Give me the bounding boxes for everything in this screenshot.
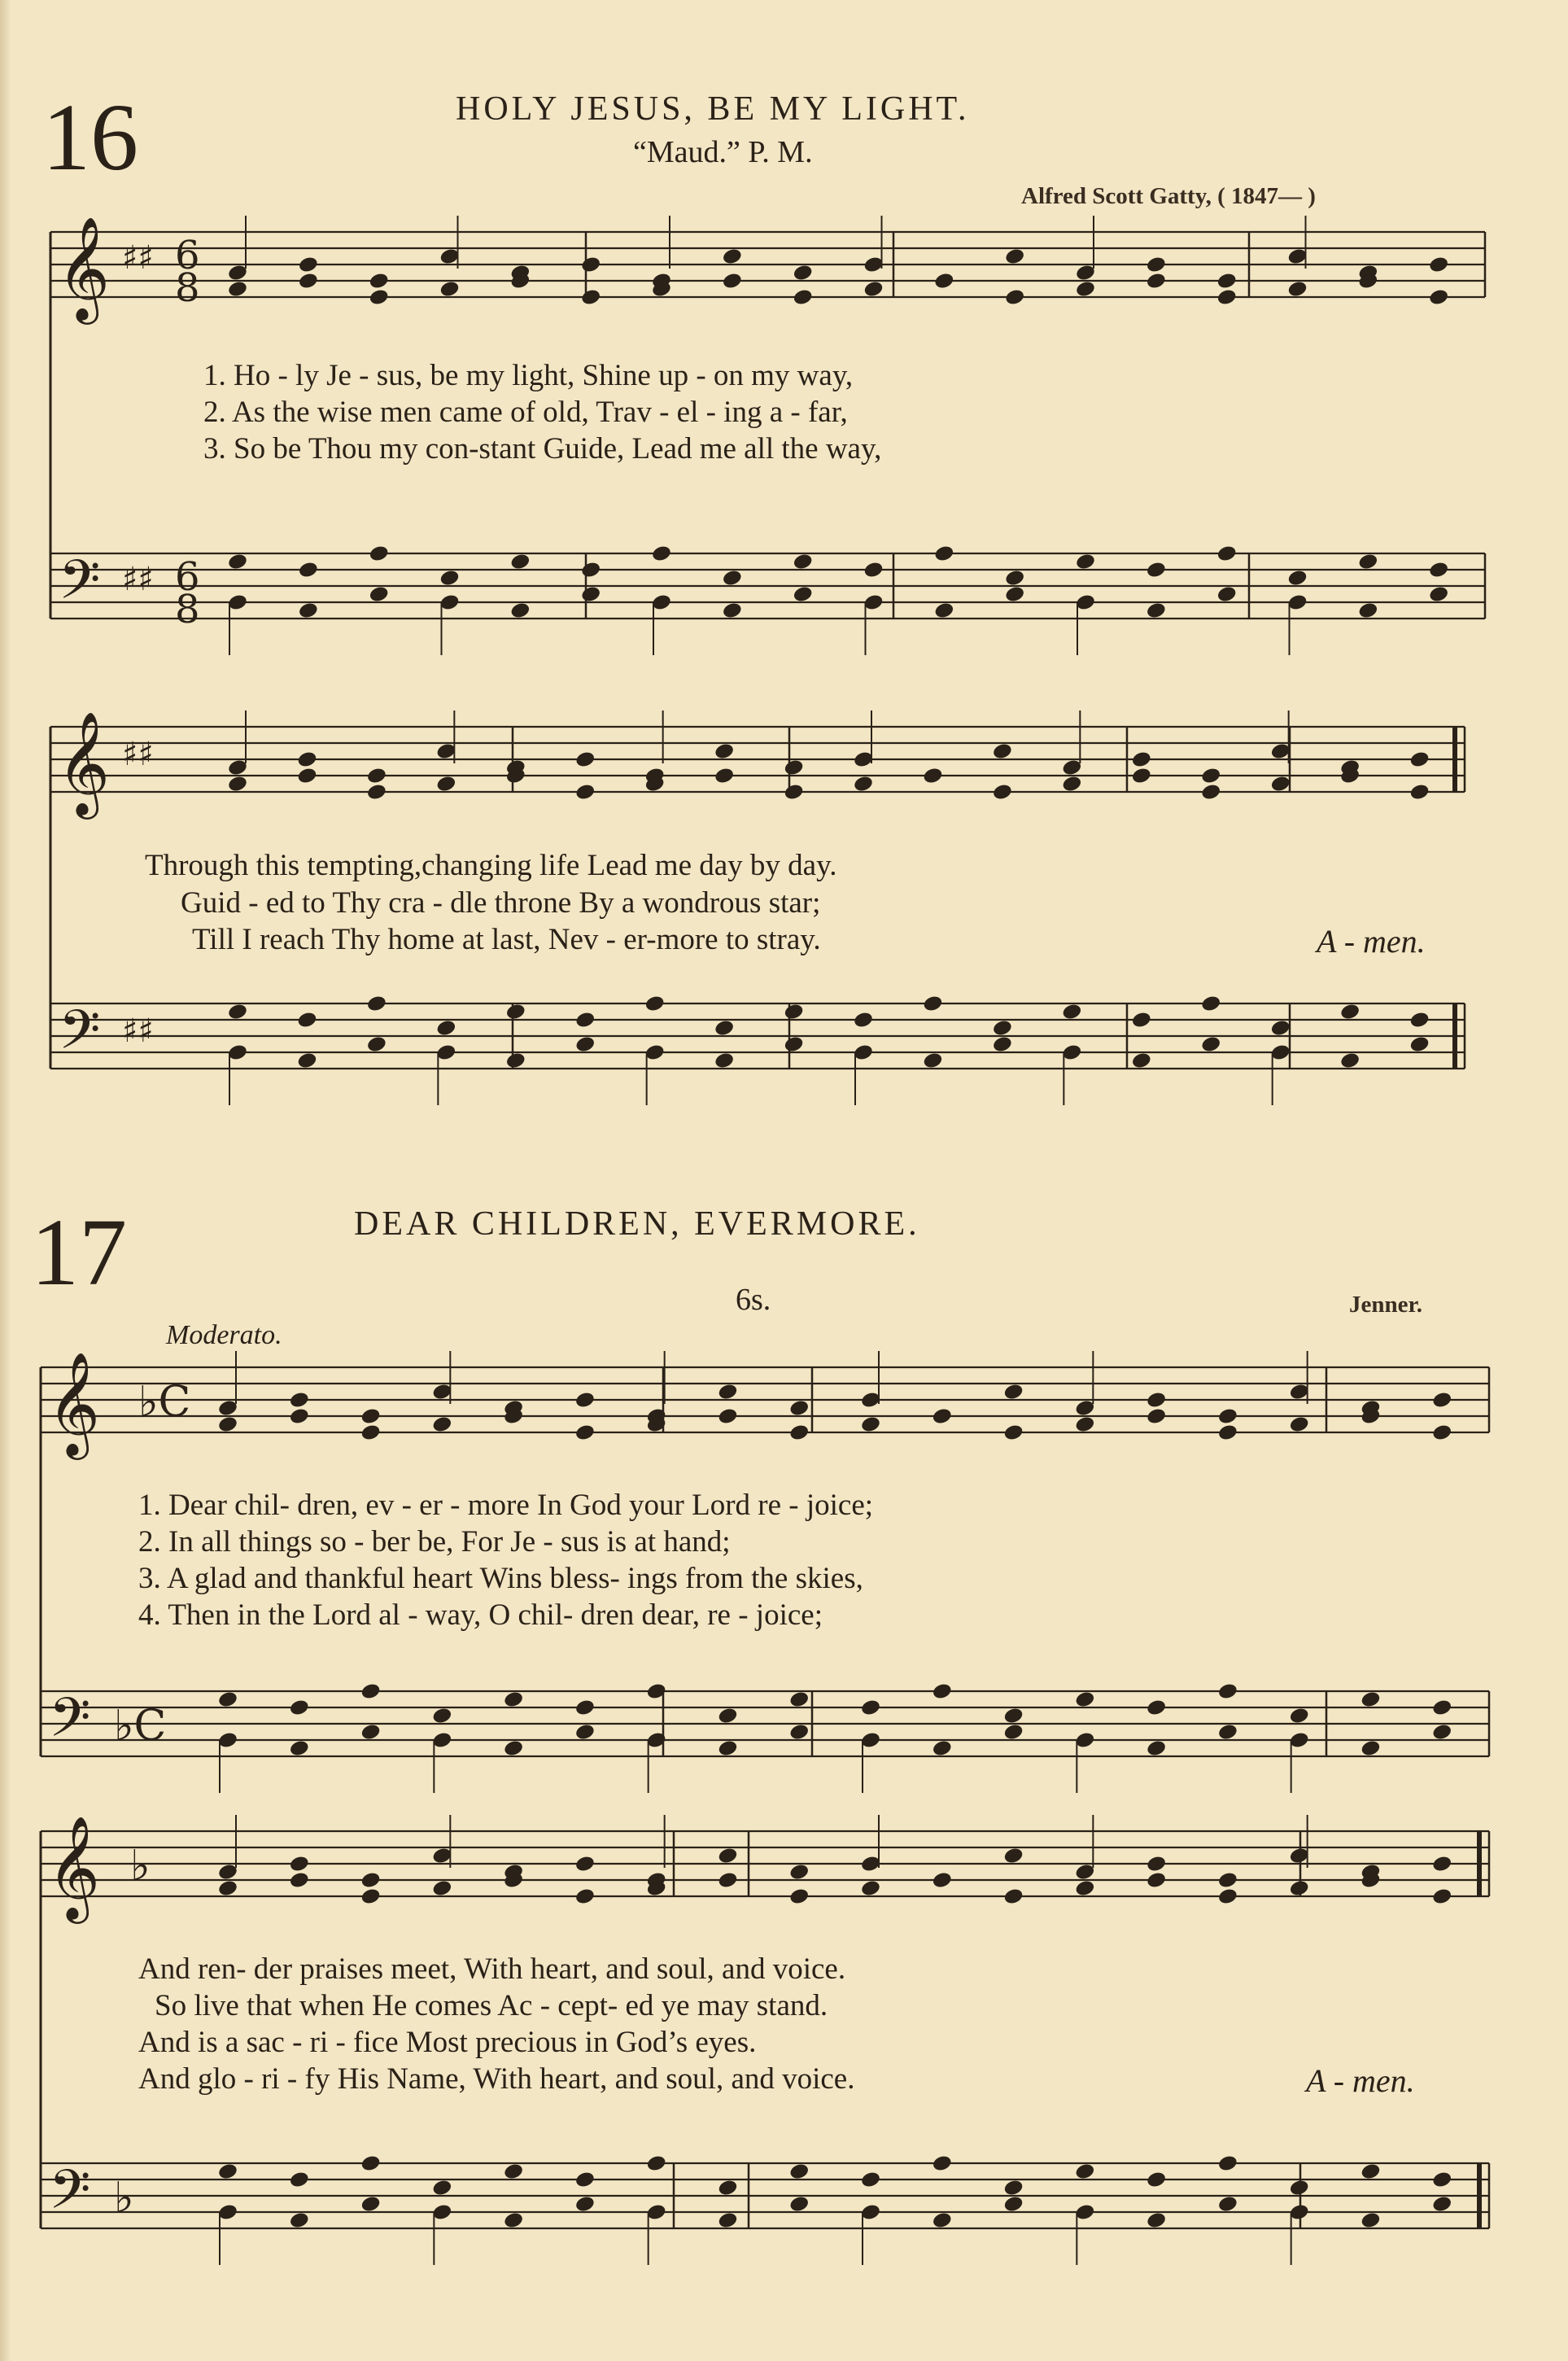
h17-sys1-treble-alto-note (1074, 1415, 1095, 1434)
h16-sys2-treble-alto-note (1061, 775, 1082, 794)
h17-sys1-bass-note (717, 1739, 738, 1758)
h16-sys2-bass-note (505, 1052, 526, 1070)
h17-sys2-treble-note (1002, 1847, 1024, 1865)
h17-sys2-bass-note (574, 2195, 596, 2214)
h17-sys1-bass-tenor-note (289, 1699, 310, 1717)
h17-sys2-treble-note (574, 1855, 596, 1873)
h16-sys1-treble-alto-note (439, 280, 460, 299)
h16-sys2-treble-alto-note (296, 767, 317, 785)
h17-sys1-bass-tenor-note (788, 1690, 810, 1709)
hymn-16-composer: Alfred Scott Gatty, ( 1847— ) (1021, 183, 1316, 209)
h17-sys1-bass-note (574, 1723, 596, 1742)
h16-sys1-bass-tenor-note (298, 561, 319, 579)
h17-sys1-bass-clef: 𝄢 (49, 1686, 91, 1762)
h16-sys2-treble-note (296, 750, 317, 769)
h17-sys2-treble-note (788, 1863, 810, 1882)
h17-sys2-bass-tenor-note (1074, 2162, 1095, 2181)
hymn-16-verse-3b: Till I reach Thy home at last, Nev - er-more to stray. (192, 923, 821, 956)
h16-sys1-treble-alto-note (933, 272, 954, 291)
h17-sys2-bass-tenor-note (574, 2171, 596, 2189)
hymn-17-amen: A - men. (1306, 2062, 1415, 2099)
h17-sys2-treble-clef: 𝄞 (47, 1815, 101, 1919)
h17-sys2-treble-alto-note (1002, 1887, 1024, 1906)
hymn-17-verse-2a: 2. In all things so - ber be, For Je - sus is at hand; (138, 1525, 731, 1559)
h16-sys2-bass-tenor-note (1061, 1003, 1082, 1021)
h16-sys2-treble-note (366, 767, 387, 785)
h17-sys2-bass-note (503, 2211, 524, 2230)
hymn-17-title: DEAR CHILDREN, EVERMORE. (354, 1205, 920, 1243)
h17-sys1-treble-alto-note (574, 1423, 596, 1442)
hymn-17-tempo: Moderato. (166, 1320, 282, 1350)
h16-sys1-bass-tenor-note (1146, 561, 1167, 579)
h17-sys2-bass-tenor-note (1431, 2171, 1452, 2189)
h16-sys1-bass-note (580, 585, 601, 604)
h16-sys2-bass-note (922, 1052, 943, 1070)
hymn-17-verse-1b: And ren- der praises meet, With heart, and soul, and voice. (138, 1952, 846, 1986)
h17-sys1-bass-note (1431, 1723, 1452, 1742)
h16-sys1-treble-alto-note (1428, 288, 1449, 307)
h16-sys1-treble-clef: 𝄞 (57, 216, 111, 320)
h17-sys1-bass-note (1146, 1739, 1167, 1758)
h16-sys1-bass-tenor-note (509, 553, 531, 571)
h17-sys2-bass-clef: 𝄢 (49, 2158, 91, 2234)
h16-sys1-treble-note (298, 256, 319, 274)
h16-sys2-bass-tenor-note (644, 995, 666, 1013)
h17-sys2-key-sig: ♭ (130, 1842, 151, 1891)
h17-sys1-treble-alto-note (431, 1415, 452, 1434)
hymn-17-number: 17 (31, 1199, 127, 1305)
h16-sys1-bass-note (1146, 601, 1167, 620)
hymn-16-verse-2b: Guid - ed to Thy cra - dle throne By a wondrous star; (181, 886, 821, 920)
h17-sys1-treble-alto-note (788, 1423, 810, 1442)
h17-sys1-bass-note (1217, 1723, 1238, 1742)
h17-sys2-bass-tenor-note (1360, 2162, 1381, 2181)
h17-sys1-treble-note (1002, 1383, 1024, 1401)
h17-sys2-bass-tenor-note (788, 2162, 810, 2181)
h17-sys2-bass-tenor-note (1217, 2154, 1238, 2173)
hymn-17-meter: 6s. (736, 1283, 771, 1317)
h16-sys1-bass-tenor-note (1286, 569, 1308, 588)
h17-bass-key-time-sig: ♭C (114, 1702, 167, 1751)
hymn-16-verse-2a: 2. As the wise men came of old, Trav - el - ing a - far, (203, 396, 848, 429)
h16-sys1-treble-alto-note (298, 272, 319, 291)
h17-sys1-bass-note (788, 1723, 810, 1742)
h17-sys1-bass-tenor-note (1431, 1699, 1452, 1717)
h16-sys1-bass-note (722, 601, 743, 620)
h17-sys2-bass-note (1217, 2195, 1238, 2214)
h17-sys1-bass-tenor-note (1146, 1699, 1167, 1717)
h16-key-sig: ♯♯ (122, 239, 154, 277)
h16-sys2-bass-tenor-note (853, 1011, 874, 1030)
h17-sys2-bass-note (788, 2195, 810, 2214)
h17-sys2-bass-note (1002, 2195, 1024, 2214)
h17-sys2-treble-alto-note (1431, 1887, 1452, 1906)
h17-sys2-bass-note (932, 2211, 953, 2230)
h17-sys1-treble-alto-note (1002, 1423, 1024, 1442)
h17-sys1-bass-note (360, 1723, 381, 1742)
h16-sys1-bass-tenor-note (369, 544, 390, 563)
h17-sys1-bass-tenor-note (360, 1682, 381, 1701)
h17-sys1-treble-alto-note (1289, 1415, 1310, 1434)
h16-sys1-treble-alto-note (793, 288, 814, 307)
h16-sys2-treble-alto-note (435, 775, 456, 794)
h17-sys2-treble-alto-note (717, 1871, 738, 1890)
hymn-17-composer: Jenner. (1349, 1292, 1422, 1318)
h17-sys1-treble-alto-note (1217, 1423, 1238, 1442)
h16-sys2-bass-tenor-note (922, 995, 943, 1013)
h17-sys2-bass-tenor-note (932, 2154, 953, 2173)
h17-sys2-treble-alto-note (932, 1871, 953, 1890)
h16-sys2-treble-note (1131, 750, 1152, 769)
hymn-16-verse-1a: 1. Ho - ly Je - sus, be my light, Shine up - on my way, (203, 359, 854, 392)
h16-sys1-treble-note (793, 264, 814, 282)
h16-sys1-bass-note (369, 585, 390, 604)
hymn-17-verse-3b: And is a sac - ri - fice Most precious in God’s eyes. (138, 2026, 757, 2059)
h16-sys2-treble-note (783, 759, 804, 777)
h16-sys2-bass-tenor-note (992, 1019, 1013, 1038)
h16-sys2-key-sig: ♯♯ (122, 736, 154, 773)
h17-sys1-treble-note (1217, 1407, 1238, 1426)
h17-sys1-bass-tenor-note (217, 1690, 238, 1709)
h16-sys2-treble-note (1200, 767, 1221, 785)
h16-sys2-treble-alto-note (1200, 783, 1221, 802)
h16-time-sig-top: 6 (175, 233, 200, 278)
h17-sys1-bass-tenor-note (574, 1699, 596, 1717)
h16-sys2-bass-note (574, 1035, 596, 1054)
h17-sys2-bass-tenor-note (503, 2162, 524, 2181)
h17-sys2-treble-alto-note (860, 1879, 881, 1898)
h16-sys1-treble-note (722, 247, 743, 266)
h16-sys1-bass-tenor-note (580, 561, 601, 579)
h17-sys2-bass-note (717, 2211, 738, 2230)
h17-sys2-treble-alto-note (360, 1887, 381, 1906)
h16-sys1-bass-note (793, 585, 814, 604)
h16-sys2-bass-tenor-note (505, 1003, 526, 1021)
h17-sys1-treble-note (788, 1399, 810, 1418)
h17-sys2-bass-note (1360, 2211, 1381, 2230)
h16-sys2-treble-alto-note (1270, 775, 1291, 794)
h17-sys1-bass-tenor-note (503, 1690, 524, 1709)
h16-sys2-bass-note (992, 1035, 1013, 1054)
h17-sys2-treble-alto-note (1289, 1879, 1310, 1898)
h17-sys1-bass-tenor-note (1074, 1690, 1095, 1709)
h16-sys2-bass-note (1339, 1052, 1361, 1070)
h17-sys2-treble-note (1431, 1855, 1452, 1873)
h17-sys1-treble-alto-note (217, 1415, 238, 1434)
h16-sys2-treble-alto-note (574, 783, 596, 802)
h16-sys1-treble-note (1216, 272, 1238, 291)
hymn-17-verse-4b: And glo - ri - fy His Name, With heart, and soul, and voice. (138, 2062, 855, 2096)
hymn-17-verse-1a: 1. Dear chil- dren, ev - er - more In God your Lord re - joice; (138, 1489, 874, 1522)
h16-sys2-treble-note (714, 742, 735, 761)
h16-sys2-bass-note (1409, 1035, 1430, 1054)
h17-sys2-bass-tenor-note (1146, 2171, 1167, 2189)
h16-sys1-bass-note (1004, 585, 1025, 604)
hymn-16-tune: “Maud.” P. M. (633, 135, 813, 169)
h16-bass-time-sig-bottom: 8 (175, 587, 200, 632)
h17-sys1-treble-note (289, 1391, 310, 1410)
h17-sys1-bass-note (503, 1739, 524, 1758)
h16-sys2-treble-alto-note (783, 783, 804, 802)
h16-sys1-bass-tenor-note (1357, 553, 1378, 571)
h17-sys2-bass-tenor-note (431, 2179, 452, 2197)
h17-sys2-bass-note (1431, 2195, 1452, 2214)
h16-sys1-bass-tenor-note (439, 569, 460, 588)
h16-sys2-bass-tenor-note (1339, 1003, 1361, 1021)
h16-sys1-bass-clef: 𝄢 (59, 549, 101, 624)
h16-sys1-treble-alto-note (580, 288, 601, 307)
hymn-16-verse-3a: 3. So be Thou my con-stant Guide, Lead me all the way, (203, 432, 882, 466)
h16-sys1-treble-alto-note (1216, 288, 1238, 307)
h17-sys2-treble-note (1146, 1855, 1167, 1873)
h17-sys2-treble-note (1217, 1871, 1238, 1890)
h17-key-time-sig: ♭C (138, 1378, 191, 1427)
h16-sys1-bass-tenor-note (863, 561, 884, 579)
h17-sys1-treble-note (717, 1383, 738, 1401)
hymn-16-amen: A - men. (1317, 923, 1426, 960)
h16-sys2-bass-clef: 𝄢 (59, 999, 101, 1074)
h16-sys1-bass-note (298, 601, 319, 620)
h17-sys2-bass-note (1146, 2211, 1167, 2230)
h16-sys1-treble-alto-note (1004, 288, 1025, 307)
hymn-16-title: HOLY JESUS, BE MY LIGHT. (456, 90, 970, 128)
hymn-17-verse-4a: 4. Then in the Lord al - way, O chil- dren dear, re - joice; (138, 1598, 823, 1632)
h17-sys2-treble-note (360, 1871, 381, 1890)
h16-sys2-bass-note (366, 1035, 387, 1054)
h16-sys2-treble-note (992, 742, 1013, 761)
h16-sys2-bass-tenor-note (1200, 995, 1221, 1013)
h17-sys2-bass-tenor-note (360, 2154, 381, 2173)
h16-sys1-bass-tenor-note (1216, 544, 1238, 563)
h17-sys1-treble-alto-note (289, 1407, 310, 1426)
h17-sys1-bass-tenor-note (1002, 1707, 1024, 1725)
hymn-17-verse-2b: So live that when He comes Ac - cept- ed ye may stand. (155, 1989, 828, 2022)
h16-sys1-bass-tenor-note (1075, 553, 1096, 571)
h16-sys1-treble-alto-note (722, 272, 743, 291)
h16-sys2-treble-alto-note (366, 783, 387, 802)
h16-sys1-treble-note (1004, 247, 1025, 266)
h16-sys2-bass-note (1131, 1052, 1152, 1070)
h16-sys2-bass-note (714, 1052, 735, 1070)
h16-sys2-bass-note (296, 1052, 317, 1070)
h16-sys1-bass-tenor-note (933, 544, 954, 563)
h17-sys1-bass-note (1360, 1739, 1381, 1758)
h17-sys1-treble-alto-note (1431, 1423, 1452, 1442)
h17-sys2-bass-tenor-note (860, 2171, 881, 2189)
h17-sys1-bass-tenor-note (932, 1682, 953, 1701)
h16-sys2-bass-tenor-note (227, 1003, 248, 1021)
h17-sys2-treble-alto-note (788, 1887, 810, 1906)
hymn-17-verse-3a: 3. A glad and thankful heart Wins bless- ings from the skies, (138, 1562, 863, 1595)
h16-sys2-bass-tenor-note (1409, 1011, 1430, 1030)
h16-sys1-bass-tenor-note (722, 569, 743, 588)
h17-sys2-bass-tenor-note (289, 2171, 310, 2189)
h17-sys2-treble-alto-note (574, 1887, 596, 1906)
h17-sys1-bass-tenor-note (717, 1707, 738, 1725)
h16-sys1-bass-tenor-note (1428, 561, 1449, 579)
h17-sys1-bass-tenor-note (1217, 1682, 1238, 1701)
h17-sys2-treble-alto-note (1217, 1887, 1238, 1906)
h16-sys2-bass-tenor-note (783, 1003, 804, 1021)
h16-time-sig-bottom: 8 (175, 265, 200, 311)
h16-sys2-bass-tenor-note (1270, 1019, 1291, 1038)
h16-sys1-bass-tenor-note (227, 553, 248, 571)
h16-sys2-treble-note (1409, 750, 1430, 769)
h16-sys2-treble-alto-note (1409, 783, 1430, 802)
h17-sys1-bass-tenor-note (1289, 1707, 1310, 1725)
h17-sys1-treble-note (1431, 1391, 1452, 1410)
h16-sys1-treble-alto-note (863, 280, 884, 299)
h16-sys2-bass-tenor-note (574, 1011, 596, 1030)
h16-sys1-treble-note (369, 272, 390, 291)
h17-sys2-treble-alto-note (1074, 1879, 1095, 1898)
h17-sys2-treble-alto-note (1146, 1871, 1167, 1890)
h16-sys2-bass-tenor-note (714, 1019, 735, 1038)
h16-sys2-treble-alto-note (922, 767, 943, 785)
h17-sys2-bass-tenor-note (1289, 2179, 1310, 2197)
h17-sys2-bass-tenor-note (1002, 2179, 1024, 2197)
h17-sys2-treble-alto-note (289, 1871, 310, 1890)
h17-sys2-treble-note (289, 1855, 310, 1873)
h17-sys2-bass-note (360, 2195, 381, 2214)
h17-sys2-bass-tenor-note (646, 2154, 667, 2173)
h16-sys2-treble-note (574, 750, 596, 769)
h17-sys1-treble-alto-note (717, 1407, 738, 1426)
h17-sys2-bass-key-sig: ♭ (114, 2174, 134, 2223)
h17-sys1-treble-clef: 𝄞 (47, 1351, 101, 1455)
h16-sys1-bass-tenor-note (651, 544, 672, 563)
h17-sys2-treble-alto-note (217, 1879, 238, 1898)
h16-sys1-treble-alto-note (369, 288, 390, 307)
h16-bass-key-sig: ♯♯ (122, 561, 154, 598)
h17-sys1-bass-tenor-note (860, 1699, 881, 1717)
h17-sys1-treble-alto-note (1146, 1407, 1167, 1426)
h16-sys1-bass-note (1428, 585, 1449, 604)
h17-sys2-treble-note (717, 1847, 738, 1865)
h17-sys1-treble-note (360, 1407, 381, 1426)
h17-sys1-bass-note (1002, 1723, 1024, 1742)
h16-sys1-treble-alto-note (1075, 280, 1096, 299)
h16-sys2-treble-alto-note (714, 767, 735, 785)
hymn-16-verse-1b: Through this tempting,changing life Lead me day by day. (145, 849, 837, 882)
h17-sys2-bass-tenor-note (717, 2179, 738, 2197)
h16-sys2-treble-alto-note (1131, 767, 1152, 785)
h17-sys2-bass-tenor-note (217, 2162, 238, 2181)
h16-sys2-treble-alto-note (853, 775, 874, 794)
h16-sys1-bass-note (1216, 585, 1238, 604)
h17-sys1-bass-tenor-note (431, 1707, 452, 1725)
h16-sys1-bass-note (509, 601, 531, 620)
hymn-16-number: 16 (42, 84, 138, 190)
h16-sys1-treble-alto-note (1286, 280, 1308, 299)
h16-sys1-treble-note (1428, 256, 1449, 274)
h16-bass-time-sig-top: 6 (175, 554, 200, 600)
h16-sys1-treble-note (580, 256, 601, 274)
h16-sys2-bass-note (1200, 1035, 1221, 1054)
h16-sys1-bass-tenor-note (793, 553, 814, 571)
h17-sys1-bass-tenor-note (1360, 1690, 1381, 1709)
h17-sys2-bass-note (289, 2211, 310, 2230)
h17-sys1-bass-note (932, 1739, 953, 1758)
h17-sys1-treble-note (574, 1391, 596, 1410)
h16-sys1-bass-note (1357, 601, 1378, 620)
h17-sys1-treble-note (1146, 1391, 1167, 1410)
h16-sys2-treble-alto-note (227, 775, 248, 794)
h16-sys2-treble-clef: 𝄞 (57, 710, 111, 815)
h16-sys2-bass-tenor-note (1131, 1011, 1152, 1030)
h16-sys1-treble-alto-note (227, 280, 248, 299)
h16-sys2-bass-key-sig: ♯♯ (122, 1012, 154, 1050)
h17-sys2-treble-alto-note (431, 1879, 452, 1898)
h17-sys1-treble-alto-note (860, 1415, 881, 1434)
h16-sys2-bass-note (783, 1035, 804, 1054)
h17-sys1-treble-alto-note (932, 1407, 953, 1426)
h16-sys2-bass-tenor-note (366, 995, 387, 1013)
h16-sys2-bass-tenor-note (435, 1019, 456, 1038)
h16-sys1-bass-note (933, 601, 954, 620)
h16-sys1-treble-note (1146, 256, 1167, 274)
h16-sys2-bass-tenor-note (296, 1011, 317, 1030)
h16-sys1-bass-tenor-note (1004, 569, 1025, 588)
h17-sys1-treble-alto-note (360, 1423, 381, 1442)
h17-sys1-bass-note (289, 1739, 310, 1758)
h16-sys1-treble-alto-note (1146, 272, 1167, 291)
h16-sys2-treble-alto-note (992, 783, 1013, 802)
